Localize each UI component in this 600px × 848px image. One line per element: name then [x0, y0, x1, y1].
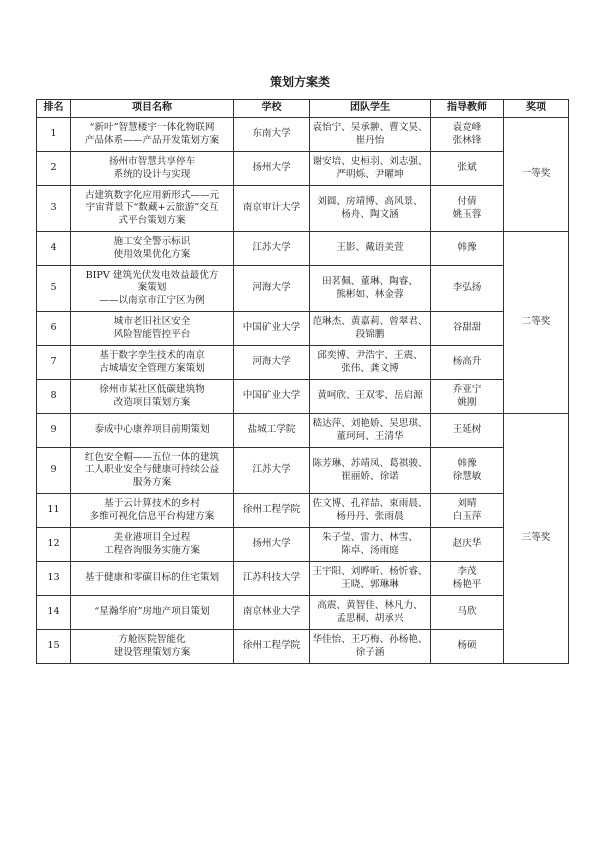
header-project: 项目名称	[71, 100, 234, 118]
project-cell: 城市老旧社区安全 风险智能管控平台	[71, 312, 234, 346]
table-row	[37, 448, 569, 494]
rank-cell: 9	[37, 448, 71, 494]
project-cell: 方舱医院智能化 建设管理策划方案	[71, 630, 234, 664]
team-cell: 范琳杰、黄嘉莉、曾翠君、 段锦鹏	[310, 312, 431, 346]
advisor-cell: 谷甜甜	[431, 312, 504, 346]
team-cell: 田茗佩、董琳、陶睿、 熊彬如、林金蓉	[310, 266, 431, 312]
rank-cell: 8	[37, 380, 71, 414]
project-cell: 红色安全帽——五位一体的建筑 工人职业安全与健康可持续公益 服务方案	[71, 448, 234, 494]
rank-cell: 5	[37, 266, 71, 312]
table-row	[37, 152, 569, 186]
table-row	[37, 414, 569, 448]
advisor-cell: 张斌	[431, 152, 504, 186]
school-cell: 东南大学	[234, 118, 310, 152]
team-cell: 陈芳琳、苏靖凤、葛祺骏、 崔丽娇、徐诺	[310, 448, 431, 494]
team-cell: 王影、戴语美萱	[310, 232, 431, 266]
project-cell: “新叶”智慧楼宇一体化物联网 产品体系——产品开发策划方案	[71, 118, 234, 152]
header-rank: 排名	[37, 100, 71, 118]
table-row	[37, 494, 569, 528]
advisor-cell: 韩豫	[431, 232, 504, 266]
school-cell: 扬州大学	[234, 152, 310, 186]
team-cell: 王宇阳、刘晔昕、杨忻睿、 王晓、郭琳琳	[310, 562, 431, 596]
team-cell: 嵇达萍、刘艳娇、吴思琪、 董珂珂、王清华	[310, 414, 431, 448]
school-cell: 河海大学	[234, 266, 310, 312]
school-cell: 徐州工程学院	[234, 494, 310, 528]
header-school: 学校	[234, 100, 310, 118]
rank-cell: 12	[37, 528, 71, 562]
team-cell: 黄呵欣、王双零、岳启源	[310, 380, 431, 414]
project-cell: 泰成中心康养项目前期策划	[71, 414, 234, 448]
award-cell-second: 二等奖	[504, 232, 569, 414]
rank-cell: 4	[37, 232, 71, 266]
table-row	[37, 346, 569, 380]
team-cell: 袁怡宁、吴承翀、曹文昊、 崔丹怡	[310, 118, 431, 152]
school-cell: 江苏科技大学	[234, 562, 310, 596]
award-cell-first: 一等奖	[504, 118, 569, 232]
rank-cell: 14	[37, 596, 71, 630]
rank-cell: 2	[37, 152, 71, 186]
award-cell-third: 三等奖	[504, 414, 569, 664]
advisor-cell: 李茂 杨艳平	[431, 562, 504, 596]
awards-table	[36, 99, 569, 664]
table-row	[37, 630, 569, 664]
project-cell: 徐州市某社区低碳建筑物 改造项目策划方案	[71, 380, 234, 414]
table-row	[37, 596, 569, 630]
school-cell: 扬州大学	[234, 528, 310, 562]
rank-cell: 7	[37, 346, 71, 380]
school-cell: 中国矿业大学	[234, 380, 310, 414]
table-row	[37, 312, 569, 346]
table-header-row	[37, 100, 569, 118]
school-cell: 河海大学	[234, 346, 310, 380]
project-cell: BIPV 建筑光伏发电效益最优方 案策划 ——以南京市江宁区为例	[71, 266, 234, 312]
project-cell: 基于数字孪生技术的南京 古城墙安全管理方案策划	[71, 346, 234, 380]
project-cell: 基于云计算技术的乡村 多维可视化信息平台构建方案	[71, 494, 234, 528]
project-cell: 基于健康和零碳目标的住宅策划	[71, 562, 234, 596]
team-cell: 佐文博、孔祥喆、束雨晨、 杨丹丹、张雨晨	[310, 494, 431, 528]
team-cell: 邱奕博、尹浩宇、王震、 张伟、龚文博	[310, 346, 431, 380]
table-row	[37, 186, 569, 232]
rank-cell: 3	[37, 186, 71, 232]
team-cell: 朱子莹、雷力、林雪、 陈卓、汤雨庭	[310, 528, 431, 562]
rank-cell: 11	[37, 494, 71, 528]
school-cell: 江苏大学	[234, 448, 310, 494]
advisor-cell: 付倩 姚玉蓉	[431, 186, 504, 232]
project-cell: 古建筑数字化应用新形式——元 宇宙背景下“数藏+云旅游”交互 式平台策划方案	[71, 186, 234, 232]
table-row	[37, 528, 569, 562]
advisor-cell: 杨硕	[431, 630, 504, 664]
team-cell: 谢安培、史桓羽、刘志强、 严明烁、尹曜坤	[310, 152, 431, 186]
table-row	[37, 232, 569, 266]
advisor-cell: 袁竞峰 张林锋	[431, 118, 504, 152]
advisor-cell: 乔亚宁 姚刚	[431, 380, 504, 414]
school-cell: 江苏大学	[234, 232, 310, 266]
project-cell: 施工安全警示标识 使用效果优化方案	[71, 232, 234, 266]
rank-cell: 6	[37, 312, 71, 346]
advisor-cell: 李弘扬	[431, 266, 504, 312]
advisor-cell: 刘晴 白玉萍	[431, 494, 504, 528]
table-row	[37, 380, 569, 414]
table-row	[37, 118, 569, 152]
rank-cell: 15	[37, 630, 71, 664]
school-cell: 中国矿业大学	[234, 312, 310, 346]
school-cell: 南京林业大学	[234, 596, 310, 630]
header-team: 团队学生	[310, 100, 431, 118]
school-cell: 南京审计大学	[234, 186, 310, 232]
advisor-cell: 马欣	[431, 596, 504, 630]
rank-cell: 9	[37, 414, 71, 448]
project-cell: “星瀚华府”房地产项目策划	[71, 596, 234, 630]
advisor-cell: 王延树	[431, 414, 504, 448]
rank-cell: 13	[37, 562, 71, 596]
header-award: 奖项	[504, 100, 569, 118]
team-cell: 高震、黄智佳、林凡力、 孟思桐、胡承兴	[310, 596, 431, 630]
advisor-cell: 杨高升	[431, 346, 504, 380]
page-title: 策划方案类	[269, 75, 330, 89]
project-cell: 美业港项目全过程 工程咨询服务实施方案	[71, 528, 234, 562]
rank-cell: 1	[37, 118, 71, 152]
school-cell: 徐州工程学院	[234, 630, 310, 664]
school-cell: 盐城工学院	[234, 414, 310, 448]
project-cell: 扬州市智慧共享停车 系统的设计与实现	[71, 152, 234, 186]
team-cell: 华佳怡、王巧梅、孙杨艳、 徐子涵	[310, 630, 431, 664]
table-row	[37, 266, 569, 312]
advisor-cell: 赵庆华	[431, 528, 504, 562]
team-cell: 刘圆、房靖博、高风景、 杨舟、陶文涵	[310, 186, 431, 232]
table-row	[37, 562, 569, 596]
advisor-cell: 韩豫 徐慧敏	[431, 448, 504, 494]
header-advisor: 指导教师	[431, 100, 504, 118]
